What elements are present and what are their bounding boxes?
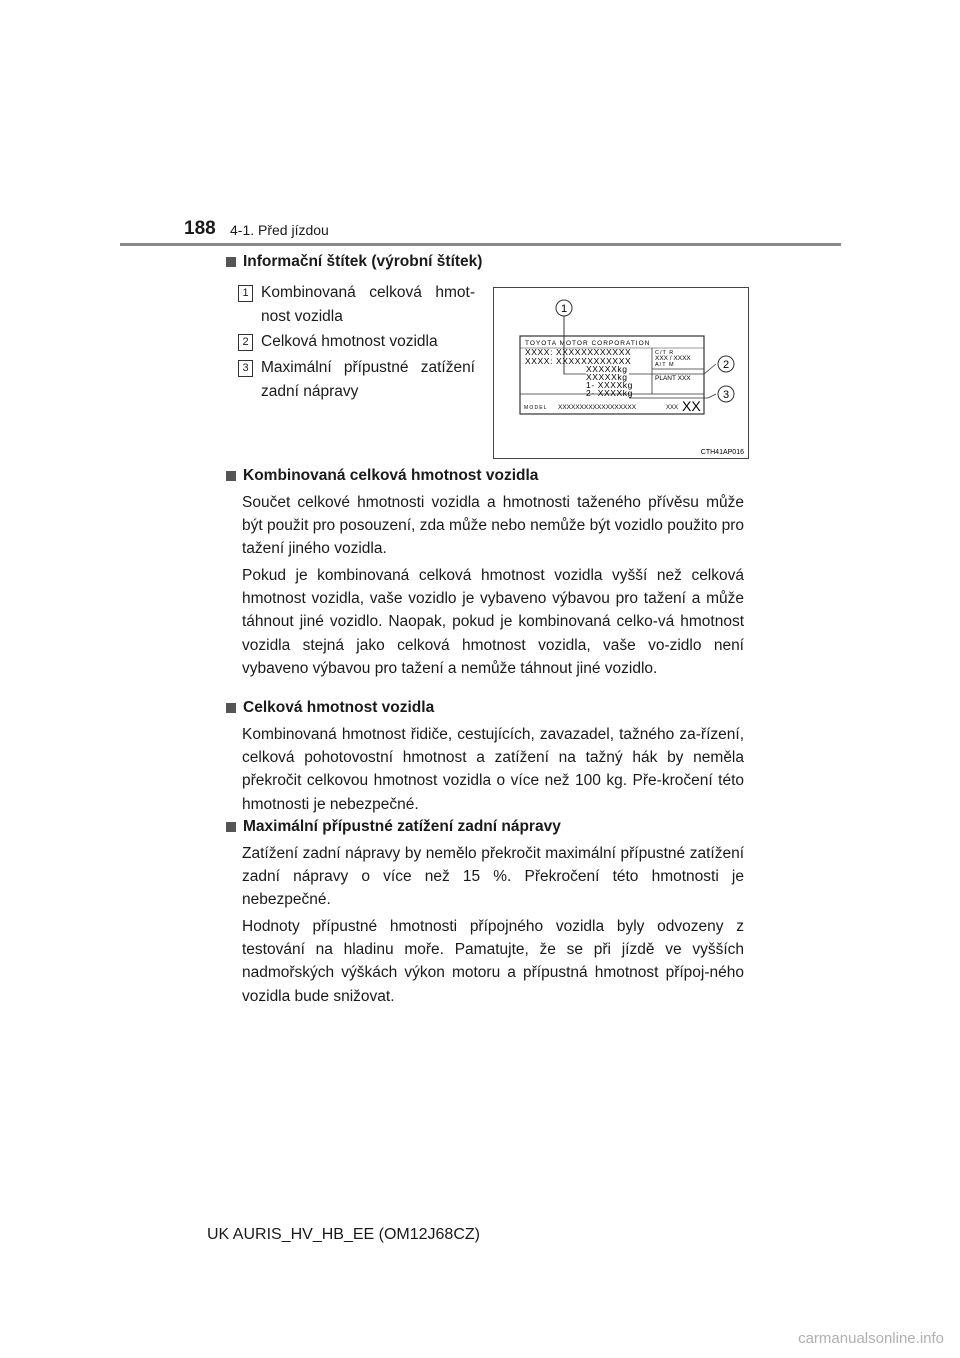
label-item-2: 2 Celková hmotnost vozidla bbox=[238, 330, 475, 354]
label-item-1: 1 Kombinovaná celková hmot-nost vozidla bbox=[238, 281, 475, 329]
section-heading-label: Informační štítek (výrobní štítek) bbox=[226, 253, 482, 271]
label-row-2: XXXX: XXXXXXXXXXXX bbox=[525, 356, 632, 366]
header-rule bbox=[120, 243, 841, 246]
square-bullet-icon bbox=[226, 822, 236, 832]
paragraph: Pokud je kombinovaná celková hmotnost vozidla vyšší než celková hmotnost vozidla, vaše vozidlo je vybaveno výbavou pro tažení a může táhnout jiné vozidlo. Naopak, pokud je kombinovaná celko-vá hmotnost vozidla stejná jako celková hmotnost vozidla, vaše vo-zidlo není vybaveno výbavou pro tažení a nemůže táhnout jiné vozidlo. bbox=[242, 567, 744, 677]
label-xxx-xxxx: XXX / XXXX bbox=[655, 355, 691, 362]
label-xxx: XXX bbox=[666, 405, 679, 411]
label-model: MODEL bbox=[524, 405, 548, 411]
paragraph: Hodnoty přípustné hmotnosti přípojného vozidla byly odvozeny z testování na hladinu moře. Pamatujte, že se při jízdě ve vyšších nadmořských výškách výkon motoru a přípustná hmotnost přípoj-ného vozidla bude snižovat. bbox=[242, 918, 744, 1005]
callout-1: 1 bbox=[560, 303, 568, 315]
label-plant: PLANT XXX bbox=[655, 375, 691, 382]
square-bullet-icon bbox=[226, 703, 236, 713]
section-heading-gross: Celková hmotnost vozidla bbox=[226, 699, 434, 717]
section-heading-combined: Kombinovaná celková hmotnost vozidla bbox=[226, 467, 538, 485]
label-axle-2: 2- XXXXkg bbox=[586, 388, 633, 398]
label-axle-1: 1- XXXXkg bbox=[586, 380, 633, 390]
chapter-title: 4-1. Před jízdou bbox=[230, 222, 329, 238]
info-label-figure bbox=[493, 287, 749, 459]
paragraph: Kombinovaná hmotnost řidiče, cestujících, zavazadel, tažného za-řízení, celková pohotovostní hmotnost a zatížení na tažný hák by neměla překročit celkovou hmotnost vozidla o více než 100 kg. Pře-kročení této hmotnosti je nebezpečné. bbox=[242, 726, 744, 813]
paragraph: Zatížení zadní nápravy by nemělo překročit maximální přípustné zatížení zadní nápravy o více než 15 %. Překročení této hmotnosti je nebezpečné. bbox=[242, 845, 744, 909]
label-row-1: XXXX: XXXXXXXXXXXX bbox=[525, 347, 632, 357]
label-ctr: C/T R bbox=[655, 350, 675, 356]
section-heading-axle: Maximální přípustné zatížení zadní nápravy bbox=[226, 818, 561, 836]
square-bullet-icon bbox=[226, 257, 236, 267]
label-model-value: XXXXXXXXXXXXXXXXXX bbox=[558, 404, 637, 411]
paragraph: Součet celkové hmotnosti vozidla a hmotnosti taženého přívěsu může být použit pro posouzení, zda může nebo nemůže být vozidlo použito pro tažení jiného vozidla. bbox=[242, 494, 744, 558]
label-kg-2: XXXXXkg bbox=[586, 372, 628, 382]
label-title: TOYOTA MOTOR CORPORATION bbox=[525, 340, 651, 347]
callout-2: 2 bbox=[722, 359, 730, 371]
watermark: carmanualsonline.info bbox=[798, 1330, 944, 1347]
label-item-3: 3 Maximální přípustné zatížení zadní nápravy bbox=[238, 356, 475, 404]
footer-model-code: UK AURIS_HV_HB_EE (OM12J68CZ) bbox=[207, 1226, 480, 1243]
figure-code: CTH41AP016 bbox=[700, 449, 744, 456]
page-number: 188 bbox=[184, 218, 216, 239]
label-atm: A/T M bbox=[655, 362, 675, 368]
callout-3: 3 bbox=[722, 389, 730, 401]
square-bullet-icon bbox=[226, 471, 236, 481]
label-kg-1: XXXXXkg bbox=[586, 364, 628, 374]
label-big: XX bbox=[682, 398, 701, 414]
